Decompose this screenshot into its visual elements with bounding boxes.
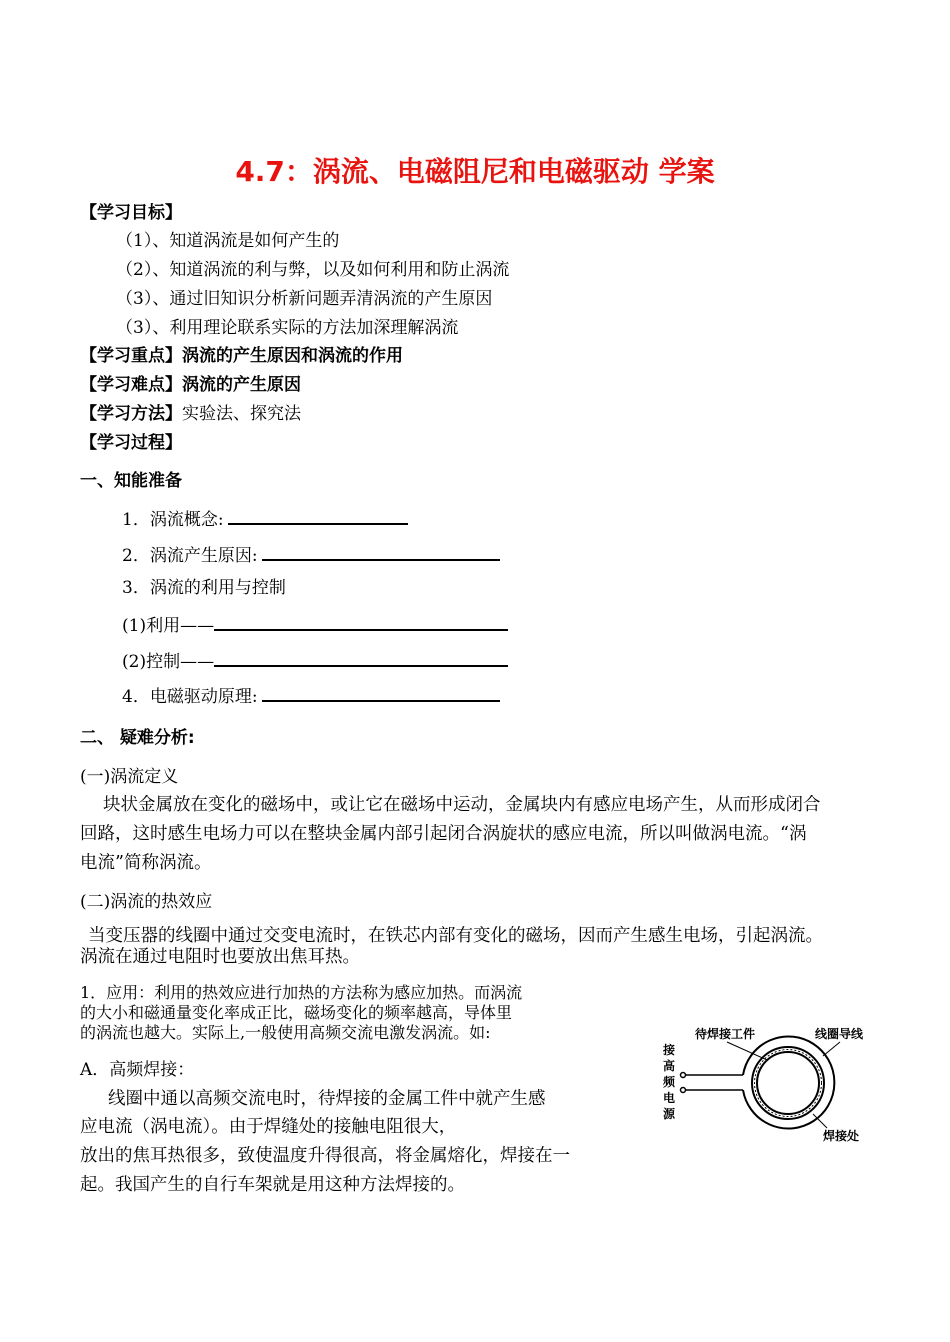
sub2-line: 当变压器的线圈中通过交变电流时，在铁芯内部有变化的磁场，因而产生感生电场，引起涡流。 (88, 926, 823, 946)
answer-blank[interactable] (214, 611, 508, 631)
application-line: 的大小和磁通量变化率成正比，磁场变化的频率越高，导体里 (80, 1003, 513, 1022)
objective-item: （3）、利用理论联系实际的方法加深理解涡流 (116, 318, 459, 338)
sub1-line: 回路，这时感生电场力可以在整块金属内部引起闭合涡旋状的感应电流，所以叫做涡电流。“涡 (80, 824, 807, 844)
study-method: 【学习方法】实验法、探究法 (80, 404, 301, 424)
welding-diagram (655, 1020, 880, 1155)
section2-heading: 二、 疑难分析: (80, 728, 195, 748)
application-line: 的涡流也越大。实际上,一般使用高频交流电激发涡流。如: (80, 1023, 491, 1042)
fill-item-cause: 2．涡流产生原因: (122, 541, 500, 568)
welding-line: 线圈中通以高频交流电时，待焊接的金属工件中就产生感 (108, 1089, 546, 1109)
answer-blank[interactable] (262, 682, 500, 702)
label-coil: 线圈导线 (815, 1027, 864, 1041)
objective-item: （1）、知道涡流是如何产生的 (116, 231, 340, 251)
fill-item-concept: 1．涡流概念: (122, 505, 408, 532)
sub1-line: 块状金属放在变化的磁场中，或让它在磁场中运动，金属块内有感应电场产生，从而形成闭合 (103, 795, 821, 815)
sub2-line: 涡流在通过电阻时也要放出焦耳热。 (80, 947, 360, 967)
label-power: 电 (663, 1091, 676, 1105)
application-line: 1．应用：利用的热效应进行加热的方法称为感应加热。而涡流 (80, 983, 523, 1002)
fill-item-use: (1)利用—— (122, 611, 508, 638)
sub1-line: 电流”简称涡流。 (80, 853, 212, 873)
answer-blank[interactable] (228, 505, 408, 525)
welding-line: 放出的焦耳热很多，致使温度升得很高，将金属熔化，焊接在一 (80, 1146, 570, 1166)
objective-item: （2）、知道涡流的利与弊，以及如何利用和防止涡流 (116, 260, 510, 280)
key-point: 【学习重点】涡流的产生原因和涡流的作用 (80, 346, 403, 366)
answer-blank[interactable] (262, 541, 500, 561)
difficulty-point: 【学习难点】涡流的产生原因 (80, 375, 301, 395)
label-weld: 焊接处 (823, 1129, 860, 1143)
label-power: 频 (663, 1075, 676, 1089)
welding-line: 应电流（涡电流）。由于焊缝处的接触电阻很大， (80, 1117, 457, 1137)
label-power: 接 (663, 1043, 676, 1057)
sub2-heading: (二)涡流的热效应 (80, 892, 213, 912)
sub1-heading: (一)涡流定义 (80, 767, 179, 787)
fill-item-use-control: 3．涡流的利用与控制 (122, 578, 286, 598)
page-title: 4.7：涡流、电磁阻尼和电磁驱动 学案 (235, 155, 715, 188)
objective-item: （3）、通过旧知识分析新问题弄清涡流的产生原因 (116, 289, 493, 309)
label-power: 源 (663, 1107, 676, 1121)
fill-item-drive: 4．电磁驱动原理: (122, 682, 500, 709)
objectives-heading: 【学习目标】 (80, 203, 182, 223)
welding-heading: A．高频焊接： (80, 1060, 195, 1080)
label-power: 高 (663, 1059, 676, 1073)
fill-item-control: (2)控制—— (122, 647, 508, 674)
answer-blank[interactable] (214, 647, 508, 667)
section1-heading: 一、知能准备 (80, 471, 182, 491)
label-workpiece: 待焊接工件 (695, 1027, 756, 1041)
welding-line: 起。我国产生的自行车架就是用这种方法焊接的。 (80, 1175, 465, 1195)
process-heading: 【学习过程】 (80, 433, 182, 453)
